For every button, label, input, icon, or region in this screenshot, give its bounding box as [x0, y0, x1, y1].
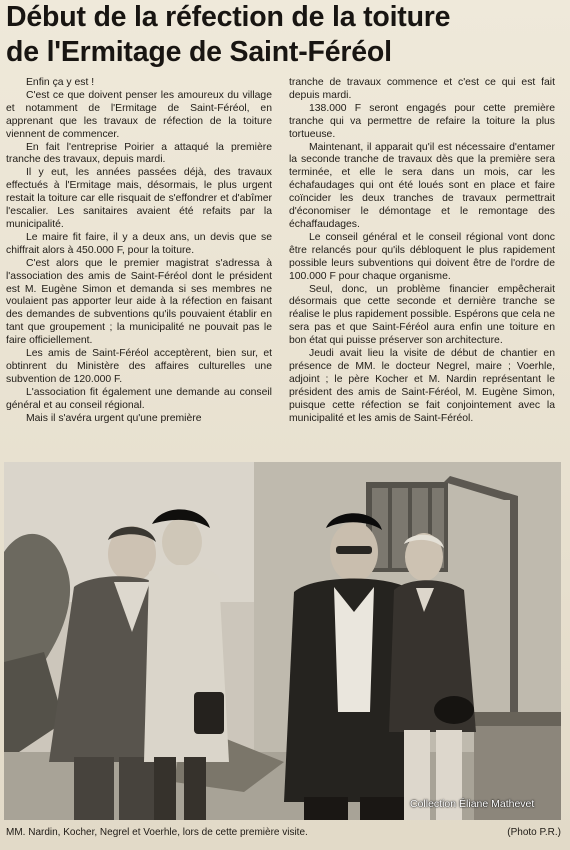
article-column-right [289, 77, 555, 425]
article-column-left [6, 77, 272, 425]
photo-caption [6, 827, 561, 838]
article-paragraph: C'est ce que doivent penser les amoureux du village et notamment de l'Ermitage de Saint-Féréol, en apprenant que les travaux de réfection de la toiture viennent de commencer. [6, 89, 272, 140]
article-paragraph: C'est alors que le premier magistrat s'adressa à l'association des amis de Saint-Féréol dont le président est M. Eugène Simon et demanda si ses membres ne voulaient pas apporter leur aide à la réfection en faisant des demandes de subventions qu'ils pouvaient établir en tant que groupement ; la municipalité ne pouvait pas le faire officiellement. [6, 257, 272, 347]
article-paragraph: L'association fit également une demande au conseil général et au conseil régional. [6, 386, 272, 411]
caption-photo-credit: (Photo P.R.) [507, 827, 561, 838]
headline-line-1: Début de la réfection de la toiture [6, 1, 451, 33]
article-paragraph: 138.000 F seront engagés pour cette première tranche qui va permettre de refaire la toiture la plus tortueuse. [289, 102, 555, 140]
article-paragraph: Maintenant, il apparait qu'il est nécessaire d'entamer la seconde tranche de travaux dès que la première sera terminée, et elle le sera dans un mois, car les échafaudages qui ont été loués sont en place et faire coïncider les deux tranches de travaux permettrait d'économiser le démontage et le remontage des échaffaudages. [289, 141, 555, 230]
article-paragraph: Le maire fit faire, il y a deux ans, un devis que se chiffrait alors à 450.000 F, pour la toiture. [6, 231, 272, 256]
article-paragraph: Jeudi avait lieu la visite de début de chantier en présence de MM. le docteur Negrel, maire ; Voerhle, adjoint ; le père Kocher et M. Nardin représentant le président des amis de Saint-Féréol, M. Eugène Simon, puisque cette réfection se fait conjointement avec la municipalité et les amis de Saint-Féréol. [289, 348, 555, 424]
article-paragraph: Les amis de Saint-Féréol acceptèrent, bien sur, et obtinrent du Ministère des affaires culturelles une subvention de 120.000 F. [6, 348, 272, 385]
photo-collection-credit: Collection Éliane Mathevet [410, 798, 535, 810]
article-paragraph: Il y eut, les années passées déjà, des travaux effectués à l'Ermitage mais, désormais, le plus urgent restait la toiture car elle risquait de s'effondrer et d'abîmer l'escalier. Les sanitaires avaient été refaits par la municipalité. [6, 167, 272, 230]
article-paragraph: En fait l'entreprise Poirier a attaqué la première tranche des travaux, depuis mardi. [6, 141, 272, 166]
caption-text: MM. Nardin, Kocher, Negrel et Voerhle, lors de cette première visite. [6, 827, 308, 838]
article-paragraph: Enfin ça y est ! [26, 77, 95, 88]
headline-line-2: de l'Ermitage de Saint-Féréol [6, 36, 392, 68]
article-paragraph: Seul, donc, un problème financier empêcherait désormais que cette seconde et dernière tranche se réalise le plus rapidement possible. Espérons que cela ne sera pas et que Saint-Féréol aura enfin une toiture en bon état qui puisse préserver son architecture. [289, 283, 555, 347]
article-paragraph: Mais il s'avéra urgent qu'une première [26, 412, 202, 424]
article-photo [4, 462, 561, 820]
article-paragraph: tranche de travaux commence et c'est ce qui est fait depuis mardi. [289, 77, 555, 101]
article-paragraph: Le conseil général et le conseil régional vont donc être relancés pour qu'ils débloquent le plus rapidement possible leurs subventions qui doivent être de l'ordre de 100.000 F pour chaque organisme. [289, 231, 555, 282]
article-headline [6, 0, 564, 70]
